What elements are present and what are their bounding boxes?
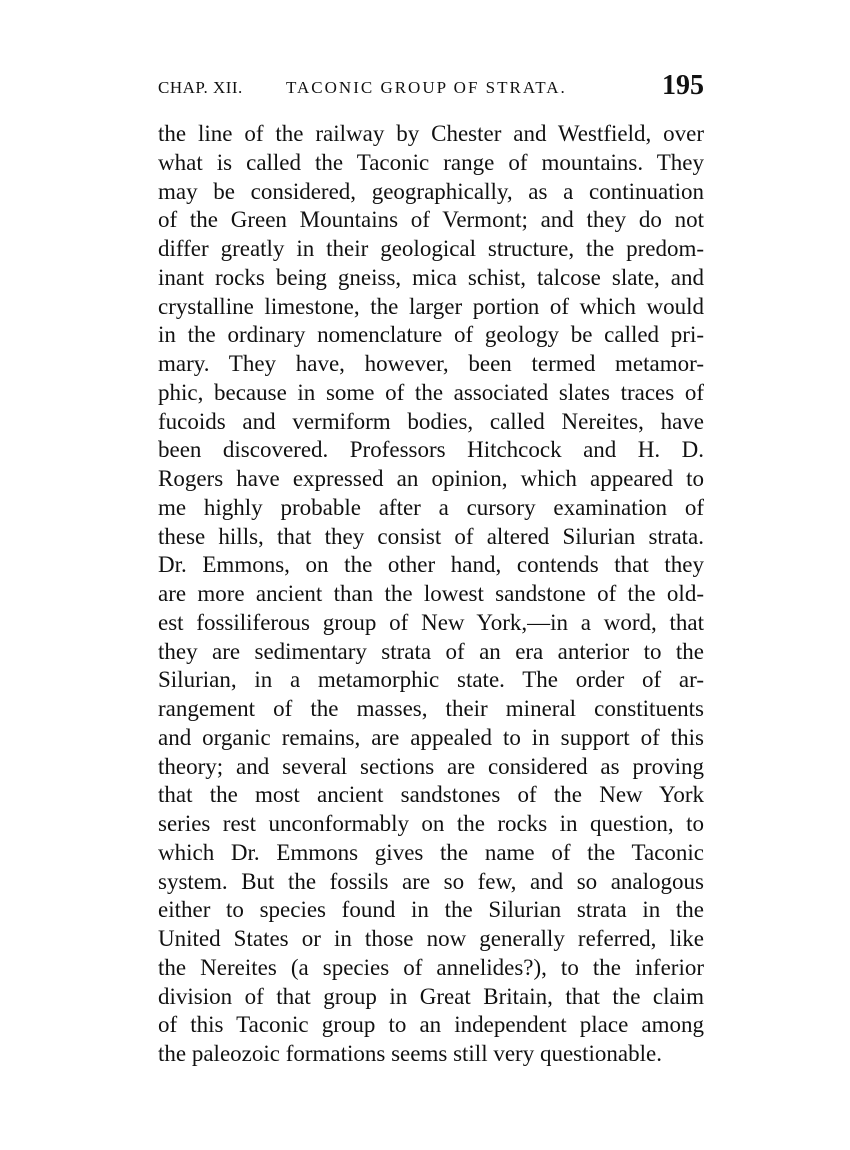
text-line: series rest unconformably on the rocks in question, to (158, 811, 704, 836)
text-line: differ greatly in their geological structure, the predom- (158, 236, 704, 261)
text-line: Silurian, in a metamorphic state. The order of ar- (158, 667, 704, 693)
text-line: est fossiliferous group of New York,—in a word, that (158, 609, 704, 635)
text-line: mary. They have, however, been termed metamor- (158, 351, 704, 376)
text-line: of the Green Mountains of Vermont; and they do not (158, 207, 704, 233)
text-line: Dr. Emmons, on the other hand, contends that they (158, 552, 704, 578)
text-line: crystalline limestone, the larger portion of which would (158, 293, 704, 319)
running-title: TACONIC GROUP OF STRATA. (286, 78, 567, 97)
text-line: the line of the railway by Chester and Westfield, over (158, 121, 704, 146)
text-line: of this Taconic group to an independent place among (158, 1012, 704, 1038)
text-line: which Dr. Emmons gives the name of the Taconic (158, 839, 704, 865)
text-line: Rogers have expressed an opinion, which appeared to (158, 466, 704, 491)
text-line: inant rocks being gneiss, mica schist, talcose slate, and (158, 264, 704, 290)
text-line: rangement of the masses, their mineral constituents (158, 696, 704, 721)
text-line: theory; and several sections are considered as proving (158, 753, 704, 779)
text-line: been discovered. Professors Hitchcock and H. D. (158, 437, 704, 463)
text-line: United States or in those now generally referred, like (158, 926, 704, 951)
text-line: may be considered, geographically, as a continuation (158, 178, 704, 204)
text-line: are more ancient than the lowest sandstone of the old- (158, 581, 704, 606)
text-line: fucoids and vermiform bodies, called Nereites, have (158, 408, 704, 434)
page-number: 195 (662, 70, 704, 101)
text-line: phic, because in some of the associated slates traces of (158, 379, 704, 405)
text-line: and organic remains, are appealed to in support of this (158, 724, 704, 750)
text-line: division of that group in Great Britain, that the claim (158, 983, 704, 1009)
text-line: what is called the Taconic range of mountains. They (158, 149, 704, 175)
text-line: that the most ancient sandstones of the New York (158, 782, 704, 808)
text-line: the paleozoic formations seems still very questionable. (158, 1041, 662, 1066)
text-line: the Nereites (a species of annelides?), to the inferior (158, 954, 704, 980)
text-line: either to species found in the Silurian strata in the (158, 897, 704, 923)
text-line: they are sedimentary strata of an era anterior to the (158, 638, 704, 664)
text-line: me highly probable after a cursory examination of (158, 494, 704, 520)
text-line: in the ordinary nomenclature of geology be called pri- (158, 322, 704, 348)
text-line: these hills, that they consist of altered Silurian strata. (158, 523, 704, 549)
running-head (158, 70, 704, 104)
text-line: system. But the fossils are so few, and so analogous (158, 868, 704, 894)
chapter-label: CHAP. XII. (158, 78, 243, 97)
body-paragraph (158, 120, 704, 1069)
